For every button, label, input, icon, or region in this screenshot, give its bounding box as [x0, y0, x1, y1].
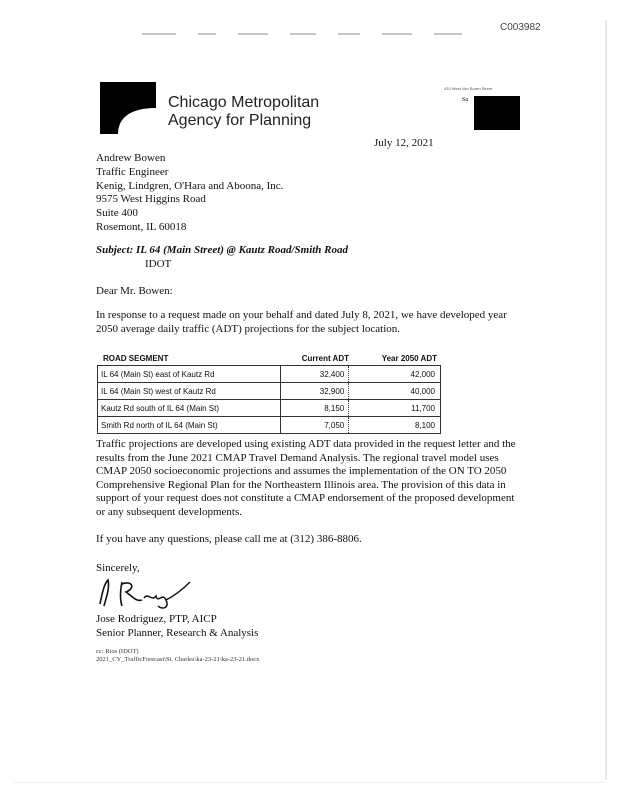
addressee-name: Andrew Bowen	[96, 152, 166, 164]
addressee-block	[96, 152, 283, 235]
redaction-block	[474, 96, 520, 130]
cell-segment: IL 64 (Main St) east of Kautz Rd	[98, 366, 281, 382]
addressee-company: Kenig, Lindgren, O'Hara and Aboona, Inc.	[96, 179, 284, 192]
contact-paragraph: If you have any questions, please call me at (312) 386-8806.	[96, 533, 362, 545]
table-row	[97, 399, 441, 416]
cell-2050-adt: 40,000	[410, 386, 435, 396]
cell-2050-adt: 11,700	[411, 403, 435, 413]
closing: Sincerely,	[96, 562, 140, 574]
cell-segment: Kautz Rd south of IL 64 (Main St)	[98, 400, 281, 416]
subject-block	[96, 244, 348, 271]
table-row	[97, 416, 441, 434]
cell-segment: Smith Rd north of IL 64 (Main St)	[98, 417, 281, 433]
cell-current-adt: 32,900	[281, 383, 349, 399]
agency-name	[168, 94, 319, 130]
document-id: C003982	[500, 22, 541, 33]
cell-current-adt: 32,400	[281, 366, 349, 382]
signer-title: Senior Planner, Research & Analysis	[96, 627, 259, 639]
addressee-street: 9575 West Higgins Road	[96, 193, 206, 206]
header-road-segment: ROAD SEGMENT	[103, 353, 169, 363]
table-header-row	[97, 351, 441, 365]
adt-table	[97, 351, 441, 434]
scan-edge-right	[605, 20, 607, 780]
subject-topic: IL 64 (Main Street) @ Kautz Road/Smith Road	[136, 244, 349, 256]
methodology-paragraph: Traffic projections are developed using existing ADT data provided in the request letter and the results from the June 2021 CMAP Travel Demand Analysis. The regional travel model uses CMAP 2050 socioeconomic projections and assumes the implementation of the ON TO 2050 Comprehensive Regional Plan for the Northeastern Illinois area. The provision of this data in support of your request does not constitute a CMAP endorsement of the proposed development or any subsequent developments.	[96, 438, 516, 518]
cc-line: cc: Rios (IDOT)	[96, 648, 139, 655]
intro-paragraph: In response to a request made on your behalf and dated July 8, 2021, we have developed year 2050 average daily traffic (ADT) projections for the subject location.	[96, 309, 507, 335]
agency-name-line2: Agency for Planning	[168, 112, 312, 129]
cell-segment: IL 64 (Main St) west of Kautz Rd	[98, 383, 281, 399]
agency-name-line1: Chicago Metropolitan	[168, 94, 320, 111]
scan-edge-bottom	[14, 782, 604, 783]
addressee-suite: Suite 400	[96, 207, 138, 220]
cc-block	[96, 648, 259, 664]
header-address-line: 433 West Van Buren Street	[444, 86, 493, 91]
cell-current-adt: 7,050	[281, 417, 349, 433]
subject-agency: IDOT	[145, 257, 172, 270]
cmap-logo-icon	[100, 82, 156, 134]
header-address-fragment: Su	[462, 97, 469, 103]
cell-2050-adt: 8,100	[414, 420, 435, 430]
addressee-city: Rosemont, IL 60018	[96, 220, 187, 233]
subject-label: Subject:	[96, 244, 134, 256]
header-current-adt: Current ADT	[301, 353, 349, 363]
signature-image	[96, 574, 206, 612]
salutation: Dear Mr. Bowen:	[96, 285, 173, 297]
signer-name: Jose Rodriguez, PTP, AICP	[96, 613, 217, 625]
header-2050-adt: Year 2050 ADT	[381, 353, 437, 363]
table-row	[97, 382, 441, 399]
file-path: 2021_CY_TrafficForecast\St. Charles\ka-23-21\ka-23-21.docx	[96, 656, 260, 663]
cell-current-adt: 8,150	[281, 400, 349, 416]
addressee-title: Traffic Engineer	[96, 165, 169, 178]
letter-date: July 12, 2021	[374, 137, 434, 149]
signer-block	[96, 612, 258, 640]
faint-header-marks	[142, 31, 472, 37]
table-row	[97, 365, 441, 382]
cell-2050-adt: 42,000	[410, 369, 435, 379]
